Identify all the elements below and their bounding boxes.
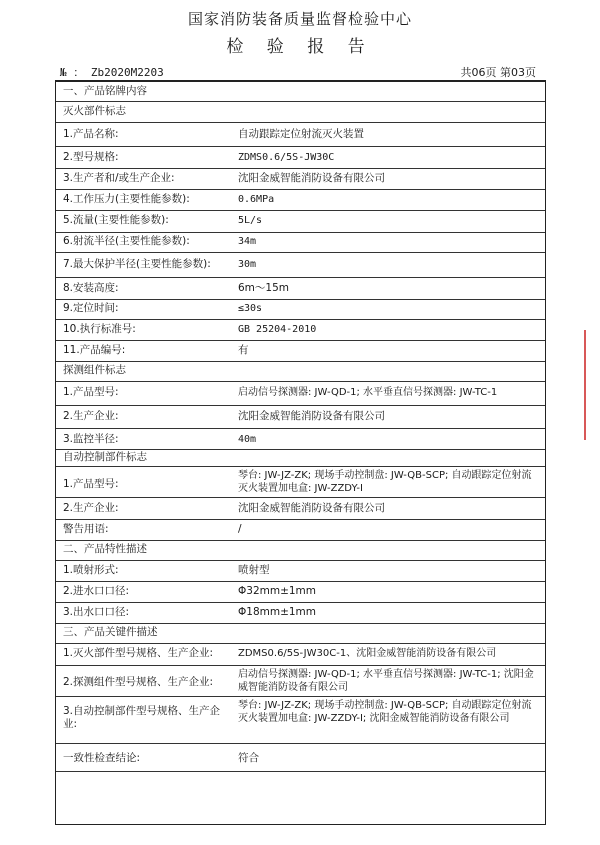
seal-stamp-fragment: [584, 330, 600, 440]
page-info: 共06页 第03页: [460, 66, 536, 79]
report-table: 一、产品铭牌内容 灭火部件标志 1.产品名称: 自动跟踪定位射流灭火装置 2.型号规格: ZDMS0.6/5S-JW30C 3.生产者和/或生产企业: 沈阳金威智能消防设备有限公司 4.工作压力(主要性能参数): 0.6MPa 5.流量(主要性能参数): 5L/s 6.射流半径(主要性能参数): 34m 7.最大保护半径(主要性能参数): 30m 8.安装高度: 6m～15m 9.定位时间: ≤30s 10.执行标准号: GB 25204-2010 11.产品编号: 有 探测组件标志 1.产品型号: 启动信号探测器: JW-QD-1; 水平垂直信号探测器: JW-TC-1 2.生产企业: 沈阳金威智能消防设备有限公司 3.监控半径: 40m 自动控制部件标志 1.产品型号: 琴台: JW-JZ-ZK; 现场手动控制盘: JW-QB-SCP; 自动跟踪定位射流灭火装置加电盒: JW-ZZDY-Ⅰ 2.生产企业: 沈阳金威智能消防设备有限公司 警告用语: / 二、产品特性描述 1.喷射形式: 喷射型 2.进水口口径: Φ32mm±1mm 3.出水口口径: Φ18mm±1mm 三、产品关键件描述 1.灭火部件型号规格、生产企业: ZDMS0.6/5S-JW30C-1、沈阳金威智能消防设备有限公司 2.探测组件型号规格、生产企业: 启动信号探测器: JW-QD-1; 水平垂直信号探测器: JW-TC-1; 沈阳金威智能消防设备有限公司 3.自动控制部件型号规格、生产企业: 琴台: JW-JZ-ZK; 现场手动控制盘: JW-QB-SCP; 自动跟踪定位射流灭火装置加电盒: JW-ZZDY-Ⅰ; 沈阳金威智能消防设备有限公司 一致性检查结论: 符合: [55, 80, 546, 825]
report-number: № ： Zb2020M2203: [60, 66, 164, 79]
report-title: 检 验 报 告: [226, 37, 374, 57]
org-title: 国家消防装备质量监督检验中心: [187, 10, 412, 28]
